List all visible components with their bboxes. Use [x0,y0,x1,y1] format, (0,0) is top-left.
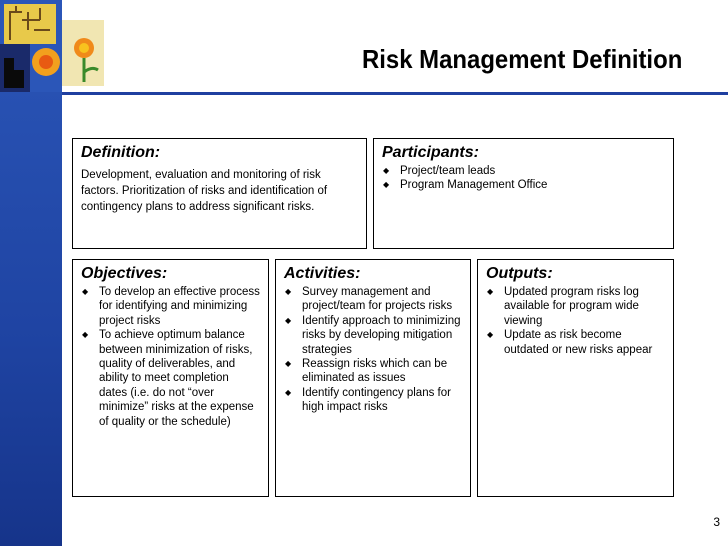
list-item: ◆ Update as risk become outdated or new risks appear [486,328,665,357]
list-item: ◆ To achieve optimum balance between minimization of risks, quality of deliverables, and ability to meet completion dates (i.e. do not “over minimize” risks at the expense of quality or the schedule) [81,328,260,429]
list-item: ◆ Project/team leads [382,164,665,178]
list-item: ◆ To develop an effective process for identifying and minimizing project risks [81,285,260,328]
activities-box [275,259,471,497]
participants-list [382,164,665,193]
title-underline [62,92,728,95]
objectives-title: Objectives: [81,265,168,282]
list-item: ◆ Program Management Office [382,178,665,192]
logo-illustration [0,0,105,92]
list-item: ◆ Identify approach to minimizing risks by developing mitigation strategies [284,314,462,357]
objectives-list [81,285,260,429]
activities-title: Activities: [284,265,361,282]
objectives-box [72,259,269,497]
definition-title: Definition: [81,144,161,161]
page-title: Risk Management Definition [362,44,683,74]
list-item: ◆ Updated program risks log available for program wide viewing [486,285,665,328]
slide-number: 3 [713,515,720,529]
participants-title: Participants: [382,144,479,161]
list-item: ◆ Reassign risks which can be eliminated as issues [284,357,462,386]
outputs-list [486,285,665,357]
outputs-box [477,259,674,497]
definition-text: Development, evaluation and monitoring of risk factors. Prioritization of risks and identification of contingency plans to address significant risks. [81,169,328,213]
definition-box [72,138,367,249]
activities-list [284,285,462,415]
outputs-title: Outputs: [486,265,553,282]
list-item: ◆ Survey management and project/team for projects risks [284,285,462,314]
participants-box [373,138,674,249]
list-item: ◆ Identify contingency plans for high impact risks [284,386,462,415]
